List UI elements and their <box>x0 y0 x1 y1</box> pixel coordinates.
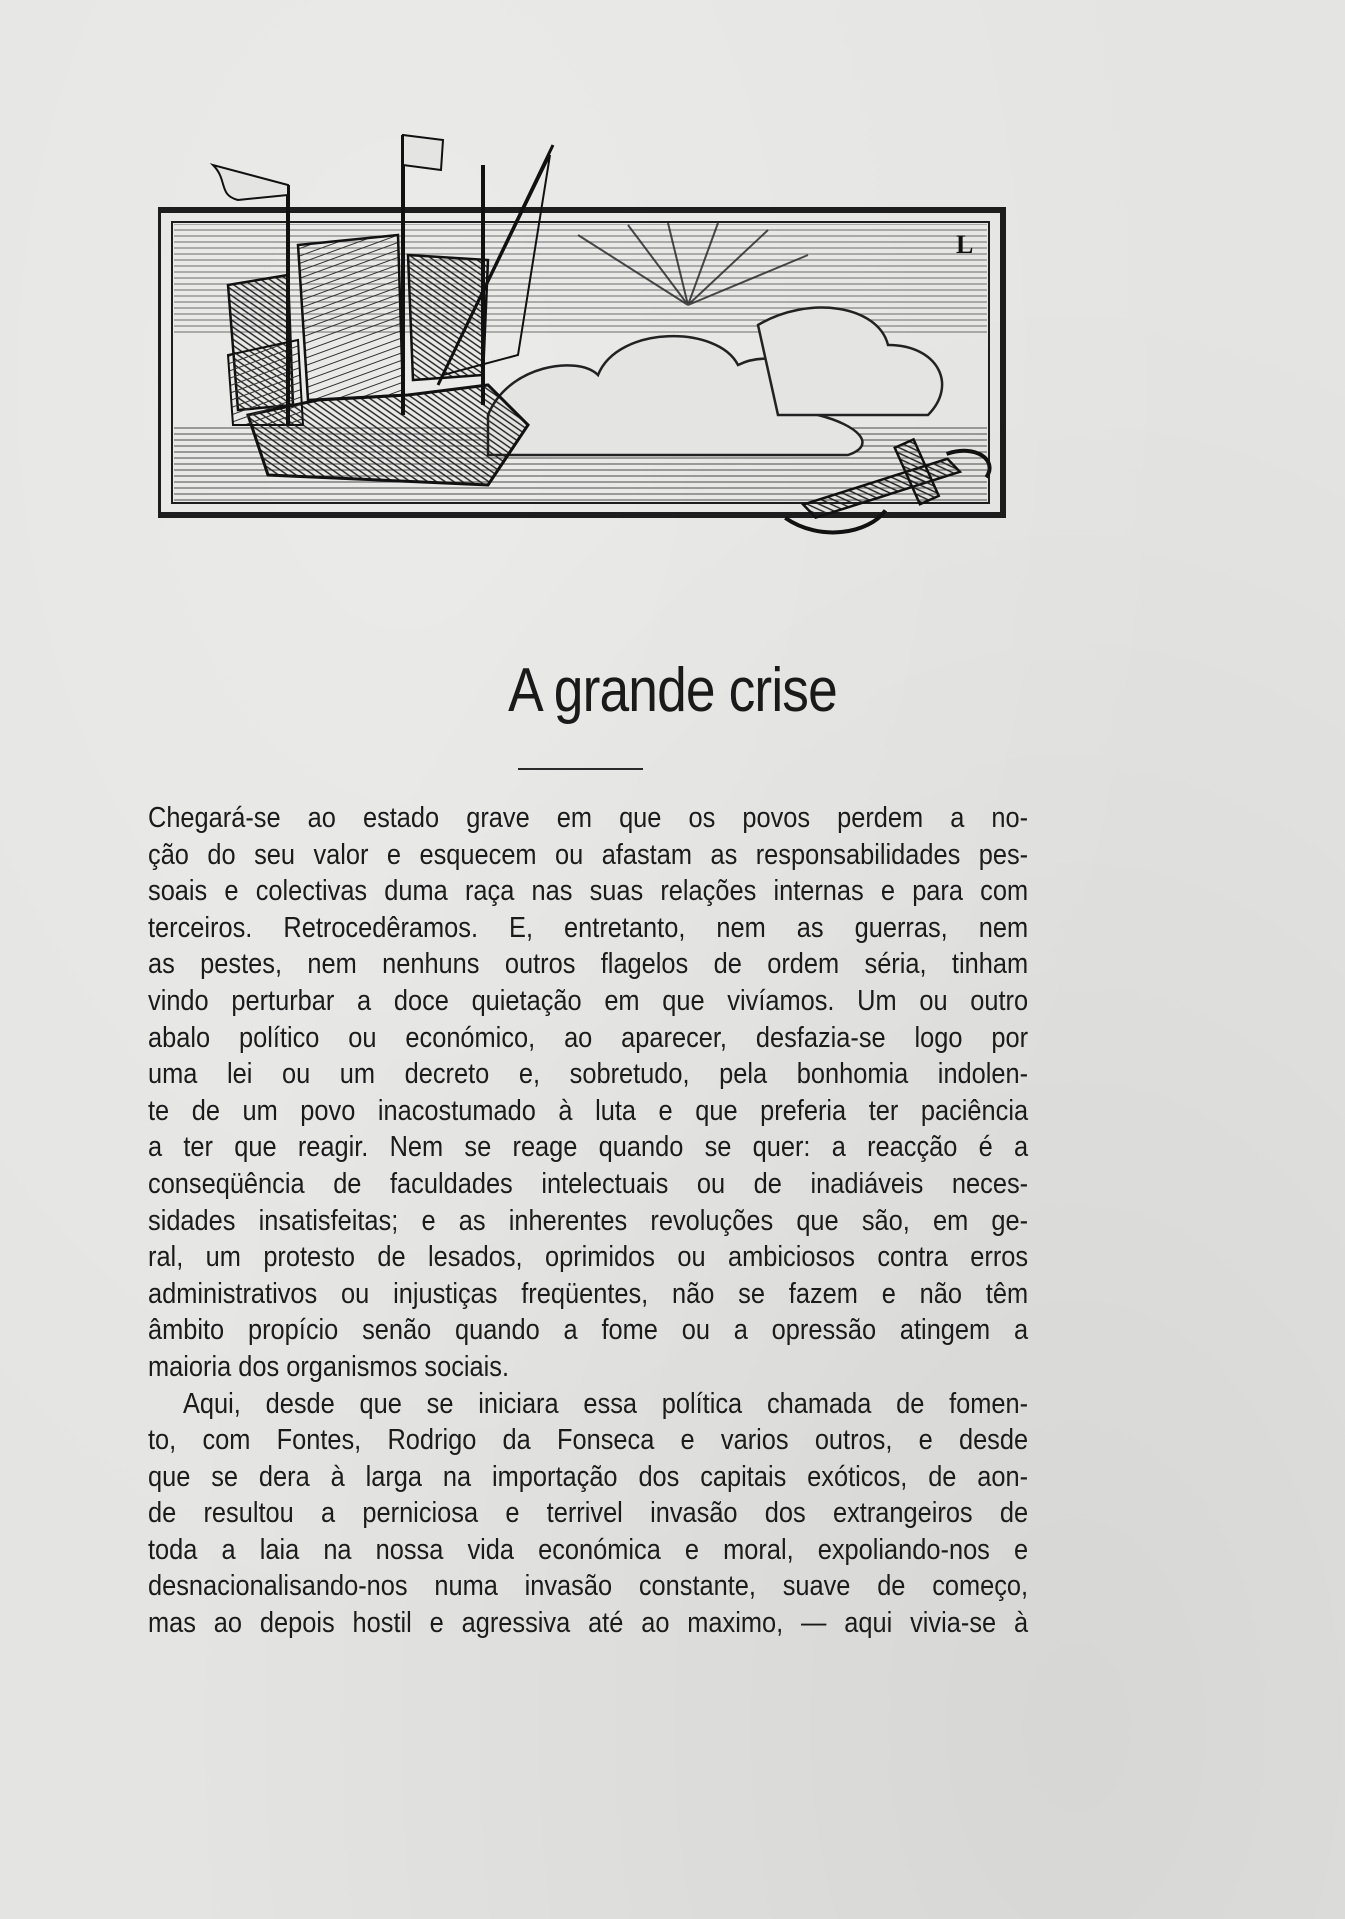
body-text <box>148 800 1028 1642</box>
text-line: te de um povo inacostumado à luta e que preferia ter paciência <box>148 1094 1029 1127</box>
text-line: de resultou a perniciosa e terrivel invasão dos extrangeiros de <box>148 1497 1029 1530</box>
text-line: maioria dos organismos sociais. <box>148 1350 510 1383</box>
text-line: mas ao depois hostil e agressiva até ao maximo, — aqui vivia-se à <box>148 1607 1029 1640</box>
paragraph-2 <box>148 1386 1028 1642</box>
text-line: sidades insatisfeitas; e as inherentes revoluções que são, em ge- <box>148 1204 1029 1237</box>
text-line: toda a laia na nossa vida económica e moral, expoliando-nos e <box>148 1533 1029 1566</box>
text-line: abalo político ou económico, ao aparecer, desfazia-se logo por <box>148 1021 1029 1054</box>
text-line: que se dera à larga na importação dos capitais exóticos, de aon- <box>148 1460 1029 1493</box>
text-line: a ter que reagir. Nem se reage quando se quer: a reacção é a <box>148 1131 1029 1164</box>
text-line: soais e colectivas duma raça nas suas relações internas e para com <box>148 875 1029 908</box>
title-divider <box>518 768 643 770</box>
text-line: ral, um protesto de lesados, oprimidos ou ambiciosos contra erros <box>148 1241 1029 1274</box>
ship-vignette-icon <box>158 125 1038 545</box>
text-line: vindo perturbar a doce quietação em que vivíamos. Um ou outro <box>148 984 1029 1017</box>
text-line: administrativos ou injustiças freqüentes, não se fazem e não têm <box>148 1277 1029 1310</box>
text-line: as pestes, nem nenhuns outros flagelos de ordem séria, tinham <box>148 948 1029 981</box>
text-line: conseqüência de faculdades intelectuais ou de inadiáveis neces- <box>148 1167 1029 1200</box>
text-line: uma lei ou um decreto e, sobretudo, pela bonhomia indolen- <box>148 1058 1029 1091</box>
text-line: Chegará-se ao estado grave em que os povos perdem a no- <box>148 802 1029 834</box>
text-line: ção do seu valor e esquecem ou afastam as responsabilidades pes- <box>148 838 1029 871</box>
paragraph-1 <box>148 800 1028 1386</box>
text-line: to, com Fontes, Rodrigo da Fonseca e varios outros, e desde <box>148 1424 1029 1457</box>
text-line: desnacionalisando-nos numa invasão constante, suave de começo, <box>148 1570 1029 1603</box>
chapter-title: A grande crise <box>508 656 837 725</box>
text-line: terceiros. Retrocedêramos. E, entretanto, nem as guerras, nem <box>148 911 1029 944</box>
svg-text:L: L <box>956 230 974 259</box>
text-line: Aqui, desde que se iniciara essa política chamada de fomen- <box>183 1387 1029 1420</box>
text-line: âmbito propício senão quando a fome ou a opressão atingem a <box>148 1314 1029 1347</box>
